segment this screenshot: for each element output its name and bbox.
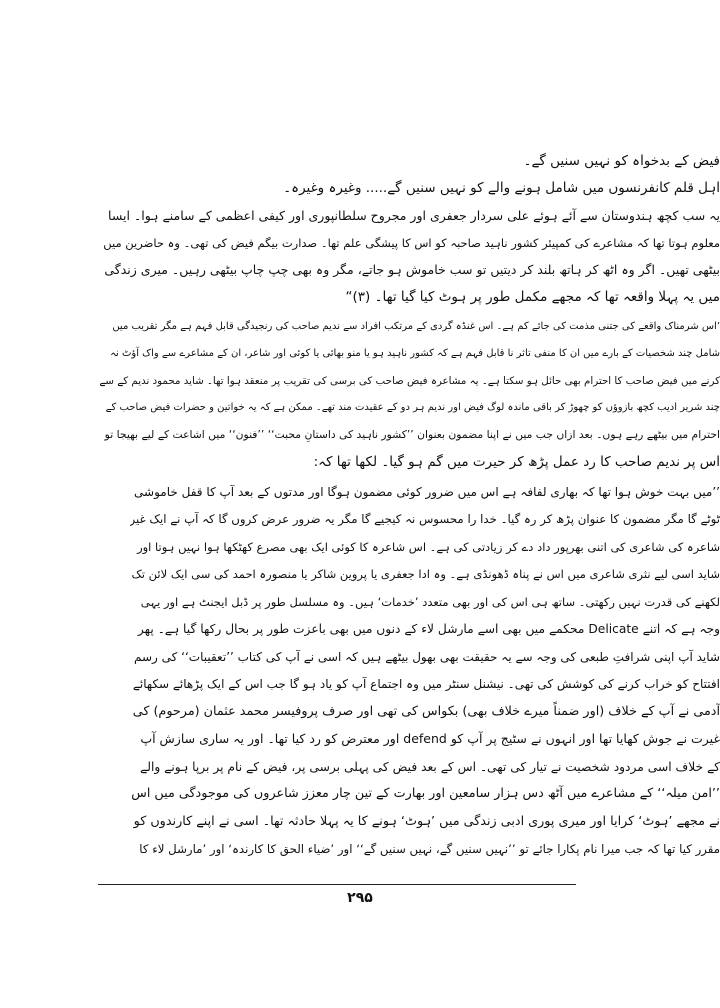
text-line: فیض کے بدخواہ کو نہیں سنیں گے۔ [523, 153, 720, 169]
text-line: شامل چند شخصیات کے بارے میں ان کا منفی تاثر نا قابل فہم ہے کہ کشور ناہید ہو یا منو بھائی یا کوئی اور شاعر، ان کے مشاعرے سے واک آؤٹ نہ [110, 348, 720, 359]
text-line: بیٹھی تھیں۔ اگر وہ اٹھ کر ہاتھ بلند کر دیتیں تو سب خاموش ہو جاتے، مگر وہ بھی چپ چاپ بیٹھی رہیں۔ میری زندگی [104, 262, 720, 277]
text-line: احترام میں بیٹھے رہے ہوں۔ بعد ازاں جب میں نے اپنا مضمون بعنوان ’’کشور ناہید کی داستانِ محبت‘‘ ’’فنون‘‘ میں اشاعت کے لیے بھیجا تو [104, 428, 720, 441]
text-line: یہ سب کچھ ہندوستان سے آئے ہوئے علی سردار جعفری اور مجروح سلطانپوری اور کیفی اعظمی کے سامنے ہوا۔ ایسا [108, 208, 720, 223]
quote-line: کے خلاف اسی مردود شخصیت نے تیار کی تھی۔ اس کے بعد فیض کی پہلی برسی پر، فیض کے نام پر برپا ہونے والے [140, 760, 720, 774]
quote-line: شاید آپ اپنی شرافتِ طبعی کی وجہ سے یہ حقیقت بھی بھول بیٹھے ہیں کہ اسی نے آپ کی کتاب ’’تعقیبات‘‘ کی رسم [133, 650, 720, 664]
quote-line: آدمی نے آپ کے خلاف (اور ضمناً میرے خلاف بھی) بکواس کی تھی اور صرف پروفیسر محمد عثمان (مرحوم) کی [132, 704, 720, 719]
text-line: چند شریر ادیب کچھ بازوؤں کو چھوڑ کر باقی ماندہ لوگ فیض اور ندیم ہر دو کے عقیدت مند تھے۔ ممکن ہے کہ یہ خواتین و حضرات فیض صاحب کے [105, 402, 720, 413]
quote-line: غیرت نے جوش کھایا تھا اور انہوں نے سٹیج پر آپ کو defend اور معترض کو رد کیا تھا۔ اور یہ ساری سازش آپ [140, 731, 720, 746]
text-line: میں یہ پہلا واقعہ تھا کہ مجھے مکمل طور پر ہوٹ کیا گیا تھا۔ (۳)“ [345, 289, 720, 305]
quote-line: ’’امن میلہ‘‘ کے مشاعرے میں آٹھ دس ہزار سامعین اور بھارت کے تین چار معزز شاعروں کی موجودگی میں اس [131, 786, 720, 801]
text-line: ’اس شرمناک واقعے کی جتنی مذمت کی جائے کم ہے۔ اس غنڈہ گردی کے مرتکب افراد سے ندیم صاحب کی رنجیدگی قابل فہم ہے مگر تقریب میں [112, 321, 720, 332]
footer-rule [98, 884, 576, 885]
quote-line: افتتاح کو خراب کرنے کی کوشش کی تھی۔ نیشنل سنٹر میں وہ اجتماع آپ کو یاد ہو گا جب اس کے ایک پڑھائے سکھائے [132, 677, 720, 691]
page-number: ۲۹۵ [347, 890, 373, 906]
quote-line: ’’میں بہت خوش ہوا تھا کہ بھاری لفافہ ہے اس میں ضرور کوئی مضمون ہوگا اور مدتوں کے بعد آپ کا قفل خاموشی [134, 485, 720, 499]
quote-line: نے مجھے ’ہوٹ‘ کرایا اور میری پوری ادبی زندگی میں ’ہوٹ‘ ہونے کا یہ پہلا حادثہ تھا۔ اسی نے اپنے کارندوں کو [133, 814, 720, 829]
quote-line: ٹوٹے گا مگر مضمون کا عنوان پڑھ کر رہ گیا۔ خدا را محسوس نہ کیجیے گا مگر یہ ضرور عرض کروں گا کہ آپ نے ایک غیر [130, 512, 720, 526]
quote-line: شاید اسی لیے نثری شاعری میں اس نے پناہ ڈھونڈی ہے۔ وہ ادا جعفری یا پروین شاکر یا منصورہ احمد کی سی ایک لائن تک [131, 567, 720, 581]
text-line: کرنے میں فیض صاحب کا احترام بھی حائل ہو سکتا ہے۔ یہ مشاعرہ فیض صاحب کی برسی کی تقریب پر منعقد ہوا تھا۔ شاید محمود ندیم کے سے [99, 375, 720, 387]
quote-line: مقرر کیا تھا کہ جب میرا نام پکارا جائے تو ’’نہیں سنیں گے، نہیں سنیں گے‘‘ اور ’ضیاء الحق کا کارندہ‘ اور ’مارشل لاء کا [139, 842, 720, 856]
text-line: معلوم ہوتا تھا کہ مشاعرے کی کمپیئر کشور ناہید صاحبہ کو اس کا پیشگی علم تھا۔ صدارت بیگم فیض کی تھی۔ وہ حاضرین میں [103, 236, 720, 250]
text-line: اہل قلم کانفرنسوں میں شامل ہونے والے کو نہیں سنیں گے..... وغیرہ وغیرہ۔ [283, 180, 720, 196]
quote-line: شاعرہ کی شاعری کی اتنی بھرپور داد دے کر زیادتی کی ہے۔ اس شاعرہ کا کوئی ایک بھی مصرع کھٹکھا ہوا نہیں ہوتا اور [137, 540, 720, 554]
text-line: اس پر ندیم صاحب کا رد عمل پڑھ کر حیرت میں گم ہو گیا۔ لکھا تھا کہ: [313, 454, 720, 470]
quote-line: وجہ ہے کہ اتنے Delicate محکمے میں بھی اسے مارشل لاء کے دنوں میں بھی باعزت طور پر بحال رکھا گیا ہے۔ پھر [137, 622, 720, 636]
quote-line: لکھنے کی قدرت نہیں رکھتی۔ ساتھ ہی اس کی اور بھی متعدد ’خدمات‘ ہیں۔ وہ مسلسل طور پر ڈبل ایجنٹ ہے اور یہی [140, 595, 720, 609]
